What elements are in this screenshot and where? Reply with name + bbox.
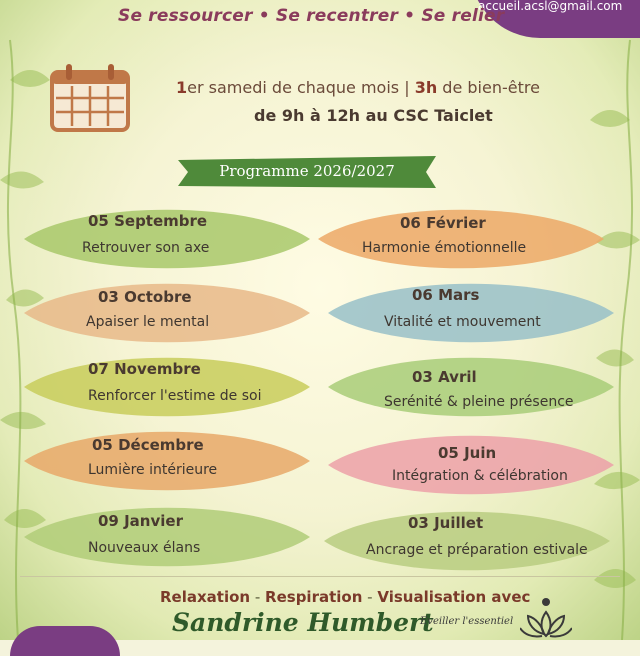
lotus-icon [520, 588, 572, 640]
session-theme: Lumière intérieure [88, 462, 218, 478]
session-date: 05 Septembre [88, 212, 208, 230]
practitioner-name: Sandrine Humbert [172, 608, 434, 637]
activity: Respiration [265, 588, 363, 606]
session-leaf [22, 280, 312, 346]
session-leaf [326, 432, 616, 498]
calendar-icon [48, 62, 132, 134]
activity: Visualisation avec [377, 588, 531, 606]
session-theme: Serénité & pleine présence [384, 394, 574, 410]
session-date: 07 Novembre [88, 360, 201, 378]
activities-line [160, 588, 530, 606]
session-theme: Apaiser le mental [86, 314, 210, 330]
leaf-shape [326, 432, 616, 498]
session-theme: Ancrage et préparation estivale [366, 542, 588, 558]
activity-separator: - [250, 588, 266, 606]
session-theme: Intégration & célébration [392, 468, 568, 484]
partner-logo-corner [10, 626, 120, 656]
session-date: 06 Février [400, 214, 486, 232]
activity: Relaxation [160, 588, 251, 606]
brand-tagline: Eveiller l'essentiel [420, 616, 514, 627]
session-theme: Harmonie émotionnelle [362, 240, 527, 256]
session-theme: Vitalité et mouvement [384, 314, 541, 330]
session-theme: Nouveaux élans [88, 540, 201, 556]
session-leaf [326, 354, 616, 420]
schedule-rest: er samedi de chaque mois | [187, 78, 415, 97]
session-date: 05 Décembre [92, 436, 204, 454]
session-date: 03 Juillet [408, 514, 484, 532]
programme-title: Programme 2026/2027 [219, 162, 395, 180]
contact-email[interactable]: accueil.acsl@gmail.com [478, 0, 623, 13]
tagline: Se ressourcer • Se recentrer • Se relier [118, 6, 505, 26]
session-leaf [22, 354, 312, 420]
session-leaf [322, 508, 612, 574]
session-leaf [326, 280, 616, 346]
session-leaf [316, 206, 606, 272]
schedule-info [176, 78, 540, 97]
session-date: 06 Mars [412, 286, 480, 304]
session-theme: Retrouver son axe [82, 240, 210, 256]
session-leaf [22, 504, 312, 570]
duration-bold: 3h [414, 78, 438, 97]
time-location: de 9h à 12h au CSC Taiclet [254, 106, 493, 125]
session-leaf [22, 428, 312, 494]
session-date: 03 Avril [412, 368, 477, 386]
session-leaf [22, 206, 312, 272]
session-date: 03 Octobre [98, 288, 192, 306]
session-date: 09 Janvier [98, 512, 183, 530]
duration-rest: de bien-être [437, 78, 540, 97]
schedule-prefix: 1 [176, 78, 188, 97]
leaf-shape [326, 354, 616, 420]
session-theme: Renforcer l'estime de soi [88, 388, 262, 404]
session-date: 05 Juin [438, 444, 497, 462]
activity-separator: - [362, 588, 378, 606]
footer-divider [20, 576, 620, 577]
